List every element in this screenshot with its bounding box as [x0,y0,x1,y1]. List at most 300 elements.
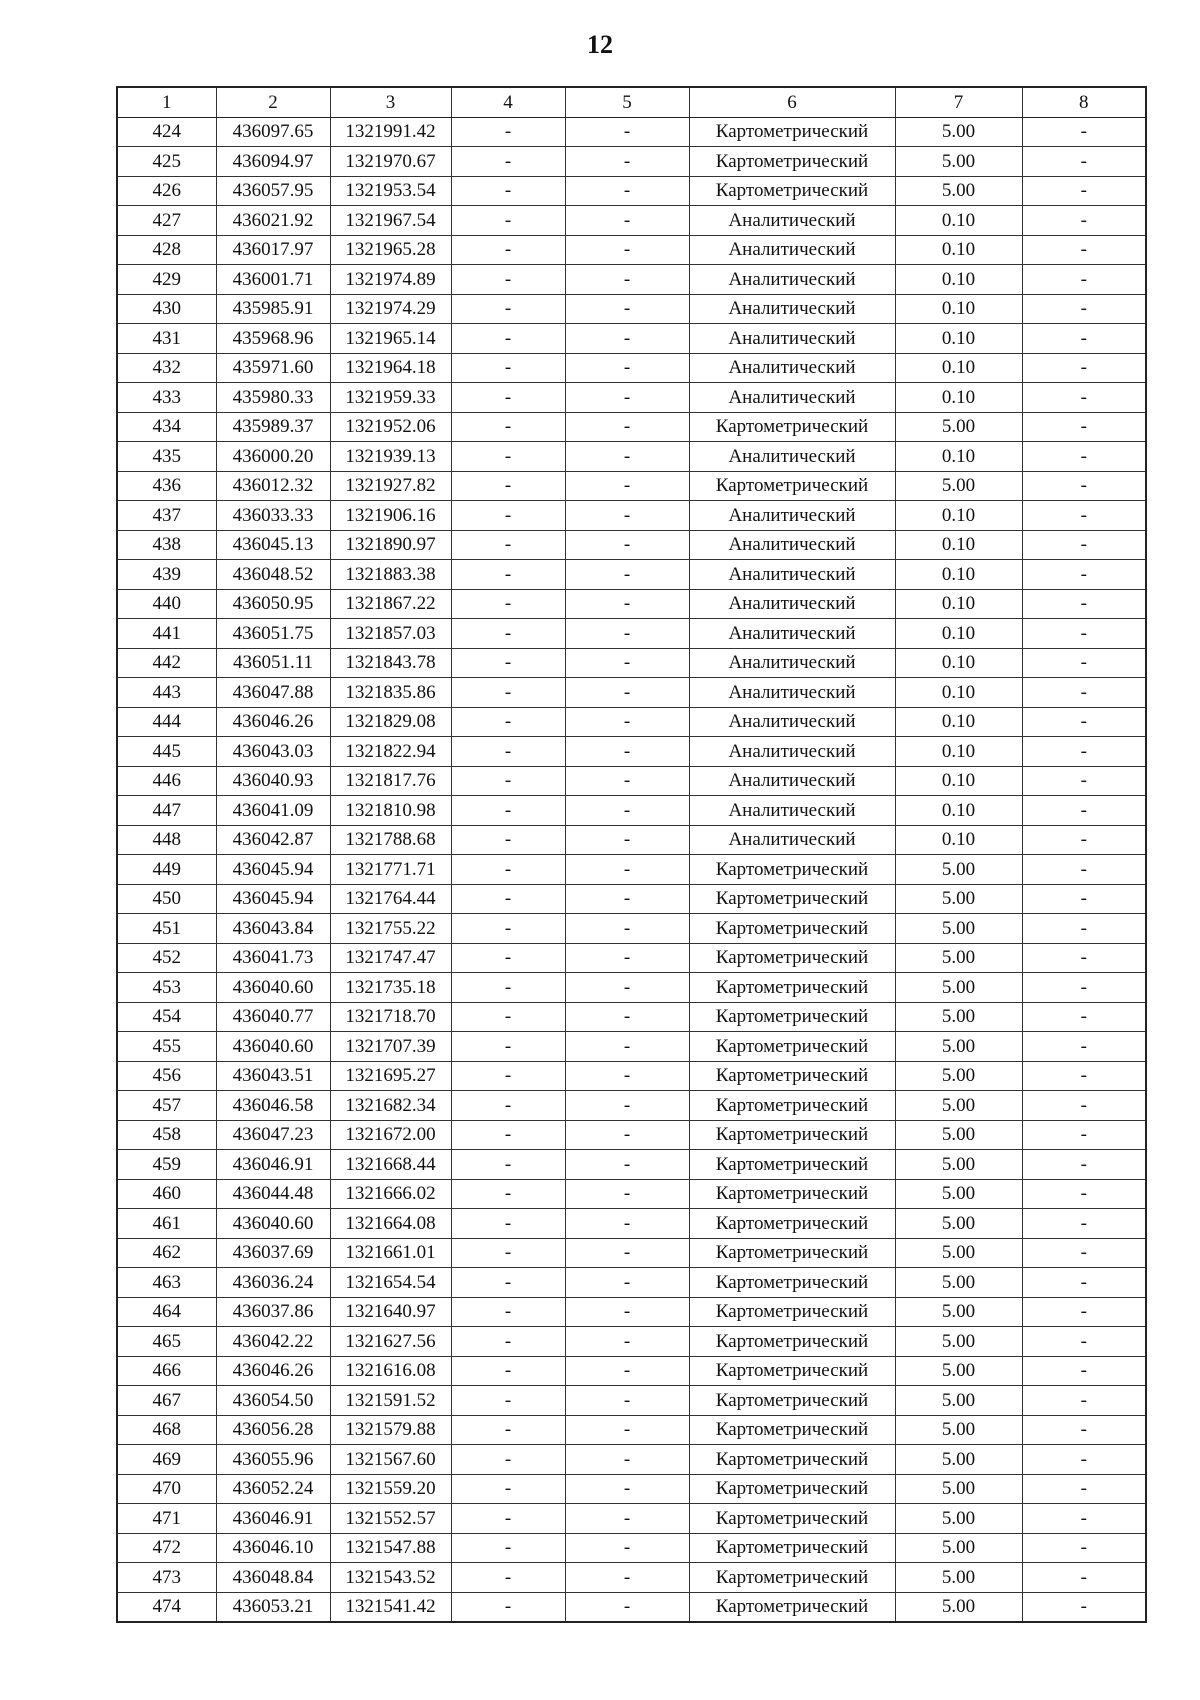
table-cell: 436001.71 [216,265,330,295]
table-cell: 427 [117,206,216,236]
table-cell: 436055.96 [216,1445,330,1475]
table-cell: Картометрический [689,471,895,501]
table-row [117,1091,1146,1121]
table-cell: 436097.65 [216,117,330,147]
table-cell: 1321764.44 [330,884,451,914]
table-cell: 1321559.20 [330,1474,451,1504]
table-cell: 436042.22 [216,1327,330,1357]
table-cell: 436040.60 [216,973,330,1003]
table-cell: 1321890.97 [330,530,451,560]
table-cell: - [565,117,689,147]
table-cell: - [451,796,565,826]
table-cell: - [565,501,689,531]
table-cell: 1321552.57 [330,1504,451,1534]
table-cell: - [451,1445,565,1475]
table-cell: 444 [117,707,216,737]
table-cell: - [451,442,565,472]
table-cell: Картометрический [689,1445,895,1475]
table-cell: 436043.03 [216,737,330,767]
table-cell: - [1022,412,1146,442]
table-cell: - [1022,235,1146,265]
table-cell: - [565,235,689,265]
table-cell: Картометрический [689,1533,895,1563]
table-row [117,560,1146,590]
table-cell: 469 [117,1445,216,1475]
table-cell: - [451,294,565,324]
table-cell: - [451,1327,565,1357]
column-header: 4 [451,87,565,117]
table-row [117,825,1146,855]
table-row [117,383,1146,413]
table-cell: 5.00 [895,1504,1022,1534]
table-cell: 1321666.02 [330,1179,451,1209]
table-cell: - [1022,973,1146,1003]
table-cell: - [451,973,565,1003]
table-cell: 455 [117,1032,216,1062]
table-row [117,1238,1146,1268]
table-row [117,1032,1146,1062]
table-cell: - [1022,1415,1146,1445]
table-cell: - [451,206,565,236]
table-row [117,324,1146,354]
table-cell: - [1022,294,1146,324]
column-header: 6 [689,87,895,117]
table-cell: 473 [117,1563,216,1593]
table-cell: - [1022,707,1146,737]
table-cell: - [565,707,689,737]
table-cell: 1321822.94 [330,737,451,767]
table-cell: Аналитический [689,235,895,265]
table-row [117,1356,1146,1386]
table-cell: Картометрический [689,412,895,442]
table-cell: 0.10 [895,648,1022,678]
coordinates-table [116,86,1147,1623]
table-cell: - [1022,176,1146,206]
table-row [117,1150,1146,1180]
table-cell: - [1022,1061,1146,1091]
table-cell: Картометрический [689,1150,895,1180]
column-header: 7 [895,87,1022,117]
table-cell: 0.10 [895,560,1022,590]
table-row [117,1592,1146,1622]
table-cell: - [565,1386,689,1416]
table-cell: 451 [117,914,216,944]
table-cell: 436050.95 [216,589,330,619]
table-body [117,117,1146,1622]
table-cell: - [451,383,565,413]
table-cell: 429 [117,265,216,295]
table-cell: 5.00 [895,176,1022,206]
table-cell: 1321718.70 [330,1002,451,1032]
table-cell: - [451,1061,565,1091]
table-cell: - [1022,914,1146,944]
table-cell: - [1022,1002,1146,1032]
table-cell: 433 [117,383,216,413]
table-cell: - [565,1504,689,1534]
table-cell: 436045.13 [216,530,330,560]
table-cell: 5.00 [895,1415,1022,1445]
table-cell: 1321829.08 [330,707,451,737]
table-row [117,1563,1146,1593]
table-row [117,412,1146,442]
table-cell: 1321543.52 [330,1563,451,1593]
table-cell: 0.10 [895,383,1022,413]
table-cell: Картометрический [689,1327,895,1357]
table-cell: 436047.88 [216,678,330,708]
table-cell: 5.00 [895,914,1022,944]
table-cell: - [451,412,565,442]
table-cell: 436048.52 [216,560,330,590]
table-cell: 436045.94 [216,855,330,885]
table-cell: 1321857.03 [330,619,451,649]
table-cell: - [451,530,565,560]
table-cell: - [1022,147,1146,177]
table-cell: - [1022,1209,1146,1239]
column-header: 1 [117,87,216,117]
table-cell: - [451,176,565,206]
table-cell: 1321952.06 [330,412,451,442]
table-cell: - [565,589,689,619]
table-cell: 436054.50 [216,1386,330,1416]
table-cell: 436057.95 [216,176,330,206]
table-cell: Аналитический [689,737,895,767]
table-cell: - [565,943,689,973]
table-cell: 1321755.22 [330,914,451,944]
table-cell: 0.10 [895,589,1022,619]
table-cell: - [1022,1592,1146,1622]
table-cell: 1321541.42 [330,1592,451,1622]
table-cell: - [451,1297,565,1327]
table-row [117,648,1146,678]
table-cell: 441 [117,619,216,649]
table-row [117,1120,1146,1150]
table-cell: - [565,825,689,855]
table-cell: 436051.11 [216,648,330,678]
table-cell: - [451,884,565,914]
table-cell: Аналитический [689,648,895,678]
table-cell: - [1022,1091,1146,1121]
table-cell: 1321991.42 [330,117,451,147]
table-cell: - [1022,1268,1146,1298]
table-cell: Картометрический [689,1091,895,1121]
table-cell: 447 [117,796,216,826]
table-cell: Картометрический [689,973,895,1003]
table-cell: 471 [117,1504,216,1534]
table-header-row [117,87,1146,117]
table-row [117,294,1146,324]
table-cell: 435980.33 [216,383,330,413]
table-cell: Картометрический [689,943,895,973]
table-cell: - [1022,855,1146,885]
table-cell: 1321579.88 [330,1415,451,1445]
table-cell: - [451,707,565,737]
table-cell: 472 [117,1533,216,1563]
table-cell: 436044.48 [216,1179,330,1209]
table-cell: 436040.60 [216,1032,330,1062]
table-cell: Картометрический [689,1002,895,1032]
table-cell: - [451,147,565,177]
table-cell: 445 [117,737,216,767]
table-cell: Картометрический [689,176,895,206]
table-cell: - [1022,1238,1146,1268]
table-cell: 465 [117,1327,216,1357]
table-cell: Картометрический [689,1415,895,1445]
table-cell: - [565,884,689,914]
table-cell: 1321906.16 [330,501,451,531]
table-cell: - [565,796,689,826]
table-cell: 458 [117,1120,216,1150]
table-cell: 457 [117,1091,216,1121]
table-cell: 5.00 [895,1061,1022,1091]
table-cell: 436043.51 [216,1061,330,1091]
table-cell: - [1022,324,1146,354]
table-cell: - [565,1032,689,1062]
table-row [117,1327,1146,1357]
table-row [117,589,1146,619]
table-cell: 434 [117,412,216,442]
table-cell: 0.10 [895,353,1022,383]
table-cell: - [451,1150,565,1180]
table-row [117,884,1146,914]
table-cell: 436012.32 [216,471,330,501]
table-cell: - [565,176,689,206]
table-cell: 462 [117,1238,216,1268]
table-cell: 1321567.60 [330,1445,451,1475]
table-cell: 1321965.14 [330,324,451,354]
table-cell: 0.10 [895,707,1022,737]
table-cell: 5.00 [895,1563,1022,1593]
table-row [117,1504,1146,1534]
table-cell: 438 [117,530,216,560]
table-cell: - [1022,737,1146,767]
table-cell: 5.00 [895,1445,1022,1475]
table-cell: - [565,766,689,796]
table-cell: 5.00 [895,117,1022,147]
table-row [117,973,1146,1003]
table-cell: 436037.69 [216,1238,330,1268]
table-cell: 436017.97 [216,235,330,265]
table-cell: - [451,1592,565,1622]
table-cell: 436033.33 [216,501,330,531]
table-row [117,678,1146,708]
table-cell: - [1022,1327,1146,1357]
table-cell: 436043.84 [216,914,330,944]
table-cell: Картометрический [689,1179,895,1209]
table-cell: 1321788.68 [330,825,451,855]
table-cell: - [451,619,565,649]
table-row [117,1386,1146,1416]
table-cell: 425 [117,147,216,177]
table-row [117,943,1146,973]
table-cell: Картометрический [689,1268,895,1298]
table-cell: - [451,1474,565,1504]
table-cell: 1321668.44 [330,1150,451,1180]
table-cell: 5.00 [895,1120,1022,1150]
table-cell: - [1022,265,1146,295]
table-cell: - [451,855,565,885]
table-cell: - [451,560,565,590]
table-cell: 436052.24 [216,1474,330,1504]
table-cell: - [565,619,689,649]
table-cell: Картометрический [689,914,895,944]
table-cell: 448 [117,825,216,855]
table-cell: - [451,1002,565,1032]
table-cell: 0.10 [895,501,1022,531]
table-row [117,176,1146,206]
table-cell: - [1022,530,1146,560]
table-cell: - [451,1238,565,1268]
table-row [117,501,1146,531]
table-cell: - [565,265,689,295]
table-cell: 436042.87 [216,825,330,855]
table-cell: - [1022,825,1146,855]
table-cell: - [451,1268,565,1298]
table-cell: 1321967.54 [330,206,451,236]
table-cell: 5.00 [895,1150,1022,1180]
table-cell: - [1022,648,1146,678]
table-cell: 0.10 [895,442,1022,472]
table-cell: 0.10 [895,737,1022,767]
table-cell: - [1022,471,1146,501]
table-cell: 436053.21 [216,1592,330,1622]
table-cell: 0.10 [895,678,1022,708]
table-cell: 5.00 [895,1091,1022,1121]
table-cell: 1321654.54 [330,1268,451,1298]
table-cell: 1321835.86 [330,678,451,708]
table-cell: 428 [117,235,216,265]
table-cell: - [565,1592,689,1622]
table-cell: Картометрический [689,1032,895,1062]
table-cell: 436041.73 [216,943,330,973]
table-cell: 5.00 [895,973,1022,1003]
table-cell: - [451,1091,565,1121]
table-cell: 5.00 [895,1592,1022,1622]
table-cell: 1321817.76 [330,766,451,796]
table-cell: Аналитический [689,442,895,472]
table-cell: - [565,1445,689,1475]
table-cell: - [565,294,689,324]
table-cell: - [1022,1150,1146,1180]
table-cell: - [451,914,565,944]
table-cell: 1321953.54 [330,176,451,206]
table-cell: Картометрический [689,1297,895,1327]
table-cell: - [565,1150,689,1180]
table-cell: - [565,678,689,708]
table-cell: - [451,501,565,531]
table-cell: - [565,737,689,767]
table-cell: Картометрический [689,1563,895,1593]
table-cell: - [565,324,689,354]
table-cell: Картометрический [689,1120,895,1150]
table-cell: Картометрический [689,1386,895,1416]
table-cell: 436040.60 [216,1209,330,1239]
table-cell: 468 [117,1415,216,1445]
table-cell: 464 [117,1297,216,1327]
table-row [117,206,1146,236]
table-cell: 5.00 [895,1032,1022,1062]
table-cell: Картометрический [689,1504,895,1534]
table-cell: - [565,560,689,590]
table-cell: 436094.97 [216,147,330,177]
table-cell: - [1022,884,1146,914]
table-cell: - [1022,1032,1146,1062]
table-cell: - [565,1268,689,1298]
table-cell: - [451,678,565,708]
table-cell: - [1022,589,1146,619]
table-row [117,353,1146,383]
table-cell: 1321707.39 [330,1032,451,1062]
table-row [117,1415,1146,1445]
table-cell: Аналитический [689,383,895,413]
table-cell: 1321974.29 [330,294,451,324]
table-cell: 435985.91 [216,294,330,324]
table-cell: 436046.10 [216,1533,330,1563]
table-cell: 0.10 [895,294,1022,324]
table-row [117,796,1146,826]
table-row [117,442,1146,472]
table-cell: Картометрический [689,1592,895,1622]
table-cell: - [1022,1297,1146,1327]
table-cell: - [565,1120,689,1150]
column-header: 3 [330,87,451,117]
table-cell: Аналитический [689,825,895,855]
table-row [117,1297,1146,1327]
table-cell: - [565,1209,689,1239]
table-cell: Картометрический [689,1061,895,1091]
table-cell: 436046.91 [216,1150,330,1180]
table-cell: 5.00 [895,1386,1022,1416]
table-cell: 1321964.18 [330,353,451,383]
table-cell: 5.00 [895,1356,1022,1386]
table-cell: - [1022,117,1146,147]
table-cell: Аналитический [689,353,895,383]
table-cell: - [565,1091,689,1121]
table-cell: 426 [117,176,216,206]
table-cell: - [451,1032,565,1062]
table-cell: 1321672.00 [330,1120,451,1150]
table-cell: 0.10 [895,206,1022,236]
table-cell: Аналитический [689,619,895,649]
table-cell: 436056.28 [216,1415,330,1445]
table-cell: Аналитический [689,265,895,295]
table-cell: 1321883.38 [330,560,451,590]
table-cell: 436036.24 [216,1268,330,1298]
table-cell: - [565,412,689,442]
table-cell: 436046.26 [216,707,330,737]
table-cell: 452 [117,943,216,973]
table-cell: 1321927.82 [330,471,451,501]
table-cell: - [565,1297,689,1327]
table-cell: 460 [117,1179,216,1209]
table-cell: Аналитический [689,560,895,590]
table-cell: 436 [117,471,216,501]
table-cell: - [451,1533,565,1563]
table-cell: Аналитический [689,206,895,236]
table-cell: - [451,1120,565,1150]
table-cell: Картометрический [689,884,895,914]
table-cell: 5.00 [895,1297,1022,1327]
table-cell: - [565,1474,689,1504]
table-row [117,1061,1146,1091]
table-cell: - [565,1563,689,1593]
table-cell: - [1022,383,1146,413]
table-cell: 430 [117,294,216,324]
table-cell: 436045.94 [216,884,330,914]
table-cell: 1321591.52 [330,1386,451,1416]
table-cell: - [565,147,689,177]
table-cell: 1321974.89 [330,265,451,295]
table-cell: 5.00 [895,1209,1022,1239]
